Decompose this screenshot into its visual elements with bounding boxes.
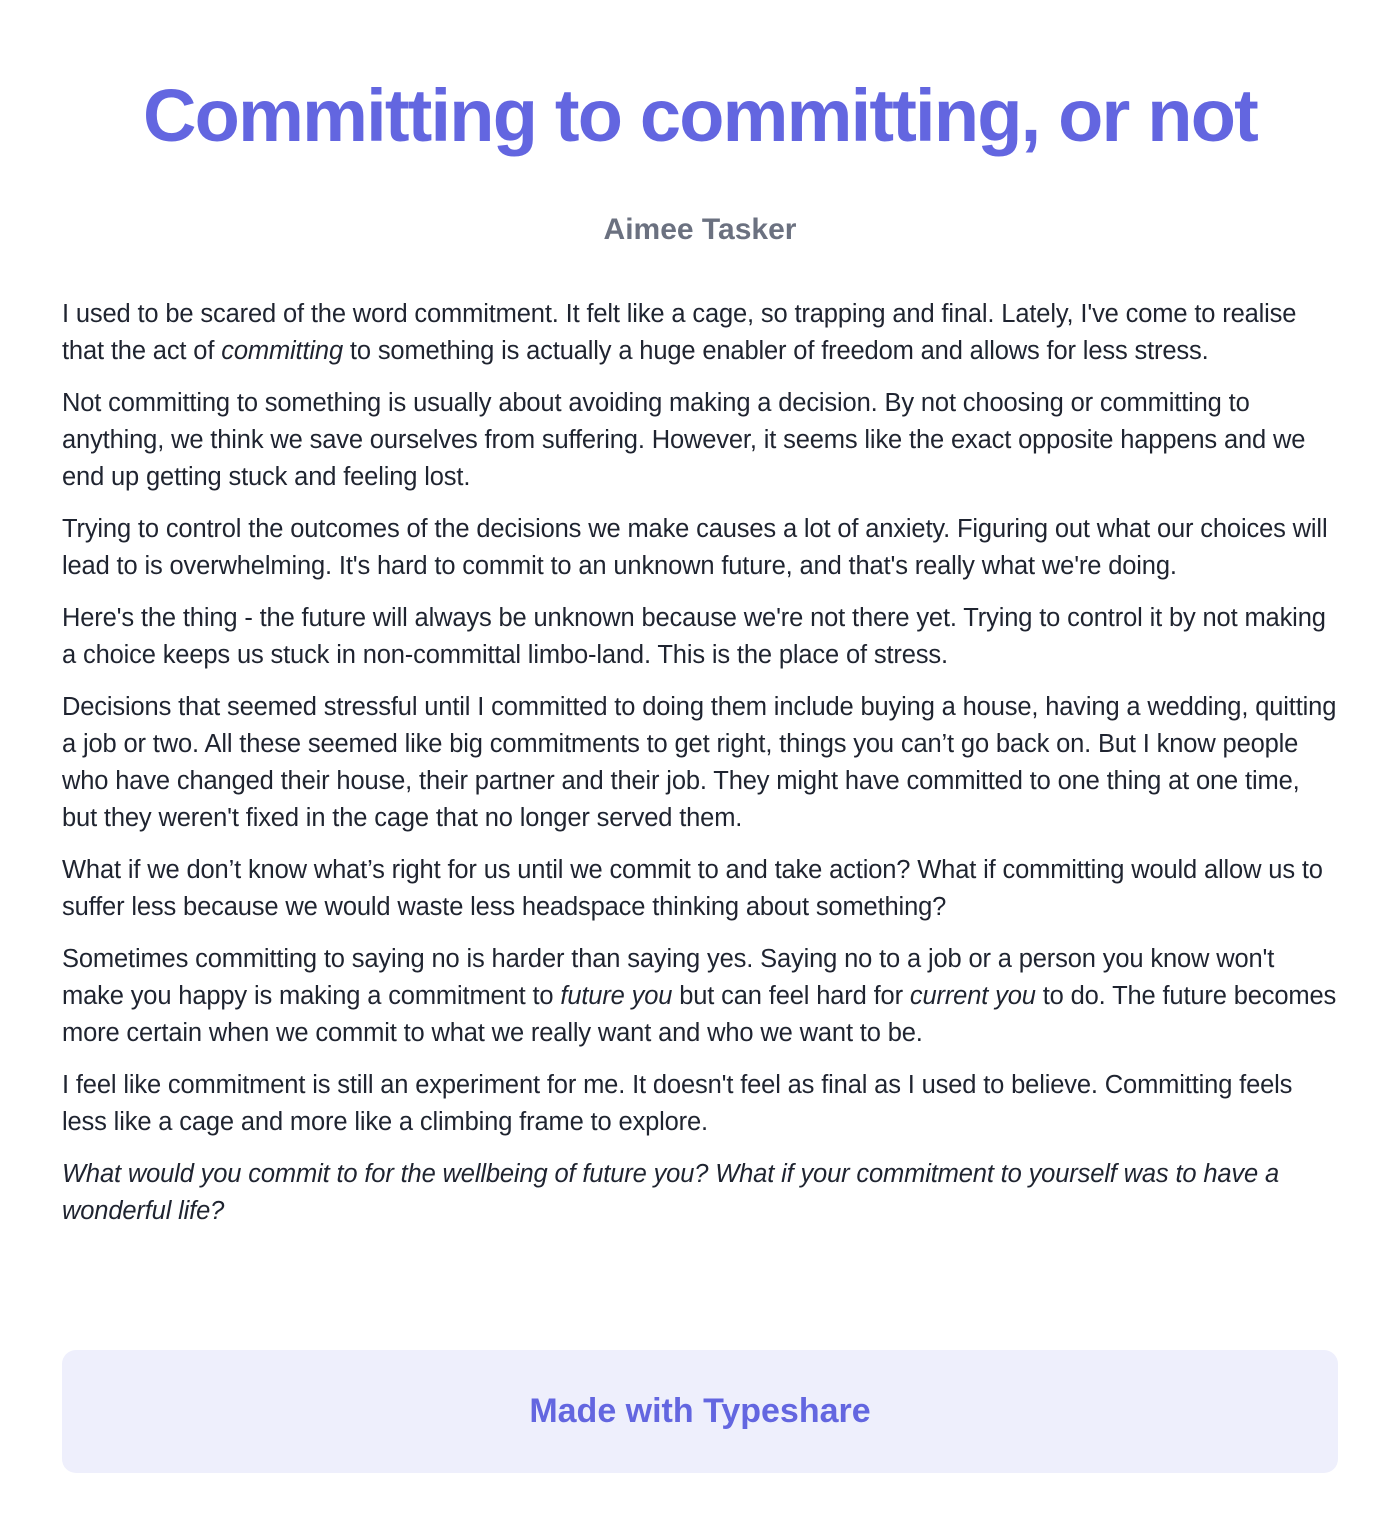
paragraph-text: I feel like commitment is still an experiment for me. It doesn't feel as final as I used to believe. Committing feels less like a cage and more like a climbing frame to explore. [62,1071,1293,1136]
closing-question [62,1156,1338,1230]
paragraph-text: Here's the thing - the future will always be unknown because we're not there yet. Trying to control it by not making a choice keeps us stuck in non-committal limbo-land. This is the place of stress. [62,604,1326,669]
made-with-typeshare-link[interactable]: Made with Typeshare [529,1392,871,1430]
emphasis-text: current you [909,982,1036,1010]
paragraph-text: I used to be scared of the word commitment. It felt like a cage, so trapping and final. Lately, I've come to realise that the act of [62,300,1297,365]
article-body [62,296,1338,1230]
paragraph-text: Decisions that seemed stressful until I committed to doing them include buying a house, having a wedding, quitting a job or two. All these seemed like big commitments to get right, things you can’t go back on. But I know people who have changed their house, their partner and their job. They might have committed to one thing at one time, but they weren't fixed in the cage that no longer served them. [62,693,1337,832]
article-title: Committing to committing, or not [143,74,1257,157]
article-paragraph [62,511,1338,585]
article-paragraph [62,296,1338,370]
paragraph-text: Trying to control the outcomes of the decisions we make causes a lot of anxiety. Figuring out what our choices will lead to is overwhelming. It's hard to commit to an unknown future, and that's really what we're doing. [62,515,1328,580]
paragraph-text: to something is actually a huge enabler of freedom and allows for less stress. [343,337,1209,365]
typeshare-footer[interactable] [62,1350,1338,1473]
article-paragraph [62,385,1338,496]
paragraph-text: but can feel hard for [672,982,910,1010]
article-paragraph [62,941,1338,1052]
emphasis-text: committing [221,337,343,365]
article-paragraph [62,852,1338,926]
article-paragraph [62,689,1338,837]
article-author: Aimee Tasker [603,213,797,246]
paragraph-text: What if we don’t know what’s right for us until we commit to and take action? What if committing would allow us to suffer less because we would waste less headspace thinking about something? [62,856,1323,921]
paragraph-text: Not committing to something is usually about avoiding making a decision. By not choosing or committing to anything, we think we save ourselves from suffering. However, it seems like the exact opposite happens and we end up getting stuck and feeling lost. [62,389,1306,491]
paragraph-text: to do. The future becomes more certain when we commit to what we really want and who we want to be. [62,982,1337,1047]
emphasis-text: future you [560,982,673,1010]
paragraph-text: Sometimes committing to saying no is harder than saying yes. Saying no to a job or a person you know won't make you happy is making a commitment to [62,945,1275,1010]
article-paragraph [62,1067,1338,1141]
paragraph-text: What would you commit to for the wellbeing of future you? What if your commitment to yourself was to have a wonderful life? [62,1160,1280,1225]
article-paragraph [62,600,1338,674]
